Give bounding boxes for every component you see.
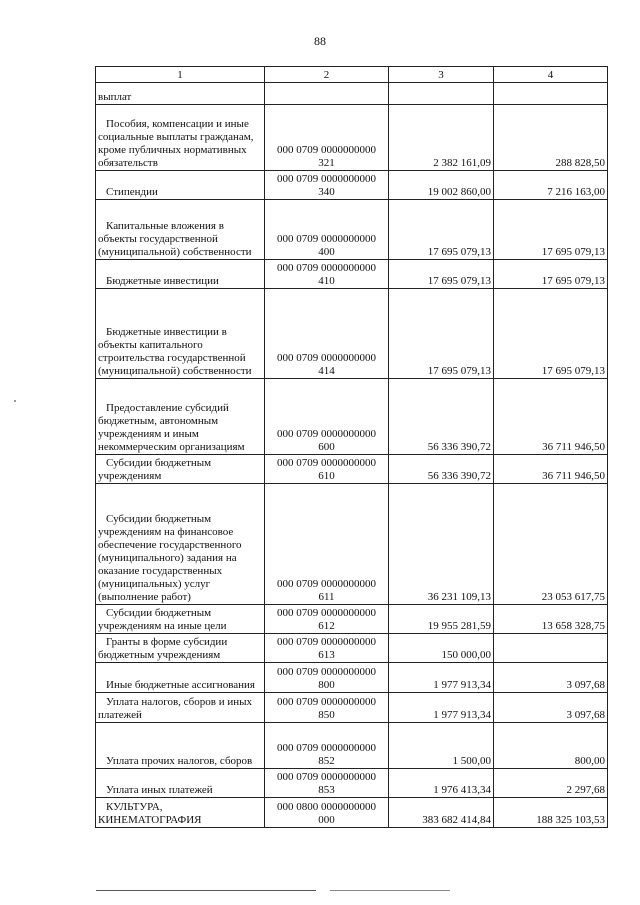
header-col-4: 4	[494, 67, 608, 83]
row-name-cell	[96, 605, 265, 634]
row-code-suffix: 850	[318, 709, 335, 721]
row-name-cell	[96, 260, 265, 289]
row-value-col3: 1 500,00	[389, 723, 494, 769]
row-value-col4: 3 097,68	[494, 693, 608, 723]
table-row	[96, 663, 608, 693]
row-code-suffix: 612	[318, 620, 335, 632]
row-code: 000 0709 0000000000	[277, 666, 376, 678]
row-code-cell	[265, 289, 389, 379]
row-code-suffix: 600	[318, 441, 335, 453]
row-name-cell	[96, 105, 265, 171]
row-value-col3: 19 002 860,00	[389, 171, 494, 200]
header-col-2: 2	[265, 67, 389, 83]
row-code-cell	[265, 693, 389, 723]
row-value-col4: 17 695 079,13	[494, 289, 608, 379]
table-row	[96, 484, 608, 605]
row-name-cell	[96, 171, 265, 200]
row-code-suffix: 400	[318, 246, 335, 258]
row-name-cell	[96, 798, 265, 828]
row-code-suffix: 800	[318, 679, 335, 691]
footer-rule	[96, 890, 316, 891]
row-code-suffix: 000	[318, 814, 335, 826]
table-row	[96, 105, 608, 171]
row-value-col4: 13 658 328,75	[494, 605, 608, 634]
row-name-cell	[96, 200, 265, 260]
row-name: Уплата иных платежей	[106, 784, 213, 796]
row-code-suffix: 613	[318, 649, 335, 661]
row-name: Пособия, компенсации и иные социальные выплаты гражданам, кроме публичных нормативных обязательств	[98, 118, 254, 169]
table-row	[96, 723, 608, 769]
row-code: 000 0709 0000000000	[277, 742, 376, 754]
row-name-cell	[96, 723, 265, 769]
header-row	[96, 67, 608, 83]
row-name-cell	[96, 83, 265, 105]
row-code-suffix: 611	[318, 591, 335, 603]
row-code-cell	[265, 105, 389, 171]
margin-mark	[14, 400, 16, 402]
row-value-col3: 17 695 079,13	[389, 260, 494, 289]
row-code: 000 0709 0000000000	[277, 578, 376, 590]
row-code: 000 0709 0000000000	[277, 607, 376, 619]
row-code-suffix: 321	[318, 157, 335, 169]
row-value-col3: 1 976 413,34	[389, 769, 494, 798]
row-name: Иные бюджетные ассигнования	[106, 679, 255, 691]
row-value-col4	[494, 634, 608, 663]
table-row	[96, 379, 608, 455]
row-code-cell	[265, 379, 389, 455]
page-number: 88	[314, 34, 326, 48]
row-name: Стипендии	[106, 186, 158, 198]
table-row	[96, 693, 608, 723]
row-code: 000 0709 0000000000	[277, 173, 376, 185]
row-code: 000 0709 0000000000	[277, 636, 376, 648]
row-code: 000 0709 0000000000	[277, 771, 376, 783]
row-name-cell	[96, 634, 265, 663]
row-code-suffix: 414	[318, 365, 335, 377]
header-col-1: 1	[96, 67, 265, 83]
row-value-col4: 188 325 103,53	[494, 798, 608, 828]
row-name: выплат	[98, 91, 132, 103]
row-code: 000 0800 0000000000	[277, 801, 376, 813]
row-code-cell	[265, 634, 389, 663]
row-value-col3: 36 231 109,13	[389, 484, 494, 605]
row-name: Субсидии бюджетным учреждениям на иные цели	[98, 607, 227, 632]
row-code: 000 0709 0000000000	[277, 352, 376, 364]
row-code-cell	[265, 484, 389, 605]
table-row	[96, 798, 608, 828]
row-name: Субсидии бюджетным учреждениям	[98, 457, 212, 482]
row-name-cell	[96, 693, 265, 723]
row-name-cell	[96, 379, 265, 455]
row-value-col3: 1 977 913,34	[389, 663, 494, 693]
footer-rule-short	[330, 890, 450, 891]
row-value-col3: 17 695 079,13	[389, 200, 494, 260]
row-name: Гранты в форме субсидии бюджетным учреждениям	[98, 636, 228, 661]
row-value-col4: 36 711 946,50	[494, 455, 608, 484]
row-code-cell	[265, 798, 389, 828]
row-value-col4: 17 695 079,13	[494, 200, 608, 260]
row-code-cell	[265, 723, 389, 769]
table-row	[96, 83, 608, 105]
row-code-cell	[265, 605, 389, 634]
row-code-cell	[265, 663, 389, 693]
table-body	[96, 83, 608, 828]
row-value-col4	[494, 83, 608, 105]
row-value-col4: 800,00	[494, 723, 608, 769]
row-name: Уплата налогов, сборов и иных платежей	[98, 696, 253, 721]
row-name-cell	[96, 289, 265, 379]
row-name-cell	[96, 769, 265, 798]
table-row	[96, 171, 608, 200]
row-value-col4: 17 695 079,13	[494, 260, 608, 289]
row-code-cell	[265, 455, 389, 484]
row-code: 000 0709 0000000000	[277, 144, 376, 156]
row-code-suffix: 410	[318, 275, 335, 287]
table-row	[96, 260, 608, 289]
row-code-suffix: 340	[318, 186, 335, 198]
row-value-col3: 19 955 281,59	[389, 605, 494, 634]
table-row	[96, 200, 608, 260]
row-value-col3: 2 382 161,09	[389, 105, 494, 171]
row-value-col3: 56 336 390,72	[389, 455, 494, 484]
row-name: КУЛЬТУРА, КИНЕМАТОГРАФИЯ	[98, 801, 202, 826]
row-value-col3: 150 000,00	[389, 634, 494, 663]
row-code-suffix: 853	[318, 784, 335, 796]
row-value-col4: 3 097,68	[494, 663, 608, 693]
row-name: Субсидии бюджетным учреждениям на финансовое обеспечение государственного (муниципального) задания на оказание государственных (муниципальных) услуг (выполнение работ)	[98, 513, 242, 603]
row-value-col3: 383 682 414,84	[389, 798, 494, 828]
row-value-col4: 23 053 617,75	[494, 484, 608, 605]
header-col-3: 3	[389, 67, 494, 83]
row-name: Капитальные вложения в объекты государственной (муниципальной) собственности	[98, 220, 252, 258]
row-value-col3: 56 336 390,72	[389, 379, 494, 455]
row-value-col4: 36 711 946,50	[494, 379, 608, 455]
row-code-suffix: 852	[318, 755, 335, 767]
row-name: Бюджетные инвестиции в объекты капитального строительства государственной (муниципальной) собственности	[98, 326, 252, 377]
row-value-col3: 1 977 913,34	[389, 693, 494, 723]
row-code-cell	[265, 769, 389, 798]
row-code-cell	[265, 200, 389, 260]
row-code: 000 0709 0000000000	[277, 696, 376, 708]
row-name-cell	[96, 663, 265, 693]
table-row	[96, 634, 608, 663]
row-code: 000 0709 0000000000	[277, 428, 376, 440]
row-code: 000 0709 0000000000	[277, 233, 376, 245]
row-name: Бюджетные инвестиции	[106, 275, 219, 287]
row-code-cell	[265, 260, 389, 289]
row-value-col3	[389, 83, 494, 105]
table-row	[96, 605, 608, 634]
table-row	[96, 769, 608, 798]
budget-table	[95, 66, 608, 828]
row-code: 000 0709 0000000000	[277, 457, 376, 469]
table-row	[96, 455, 608, 484]
row-name: Уплата прочих налогов, сборов	[106, 755, 253, 767]
table-row	[96, 289, 608, 379]
row-value-col4: 288 828,50	[494, 105, 608, 171]
row-code-cell	[265, 171, 389, 200]
row-code: 000 0709 0000000000	[277, 262, 376, 274]
row-name-cell	[96, 455, 265, 484]
row-value-col4: 2 297,68	[494, 769, 608, 798]
row-name-cell	[96, 484, 265, 605]
row-name: Предоставление субсидий бюджетным, автономным учреждениям и иным некоммерческим организациям	[98, 402, 245, 453]
row-value-col4: 7 216 163,00	[494, 171, 608, 200]
row-code-suffix: 610	[318, 470, 335, 482]
row-value-col3: 17 695 079,13	[389, 289, 494, 379]
row-code-cell	[265, 83, 389, 105]
